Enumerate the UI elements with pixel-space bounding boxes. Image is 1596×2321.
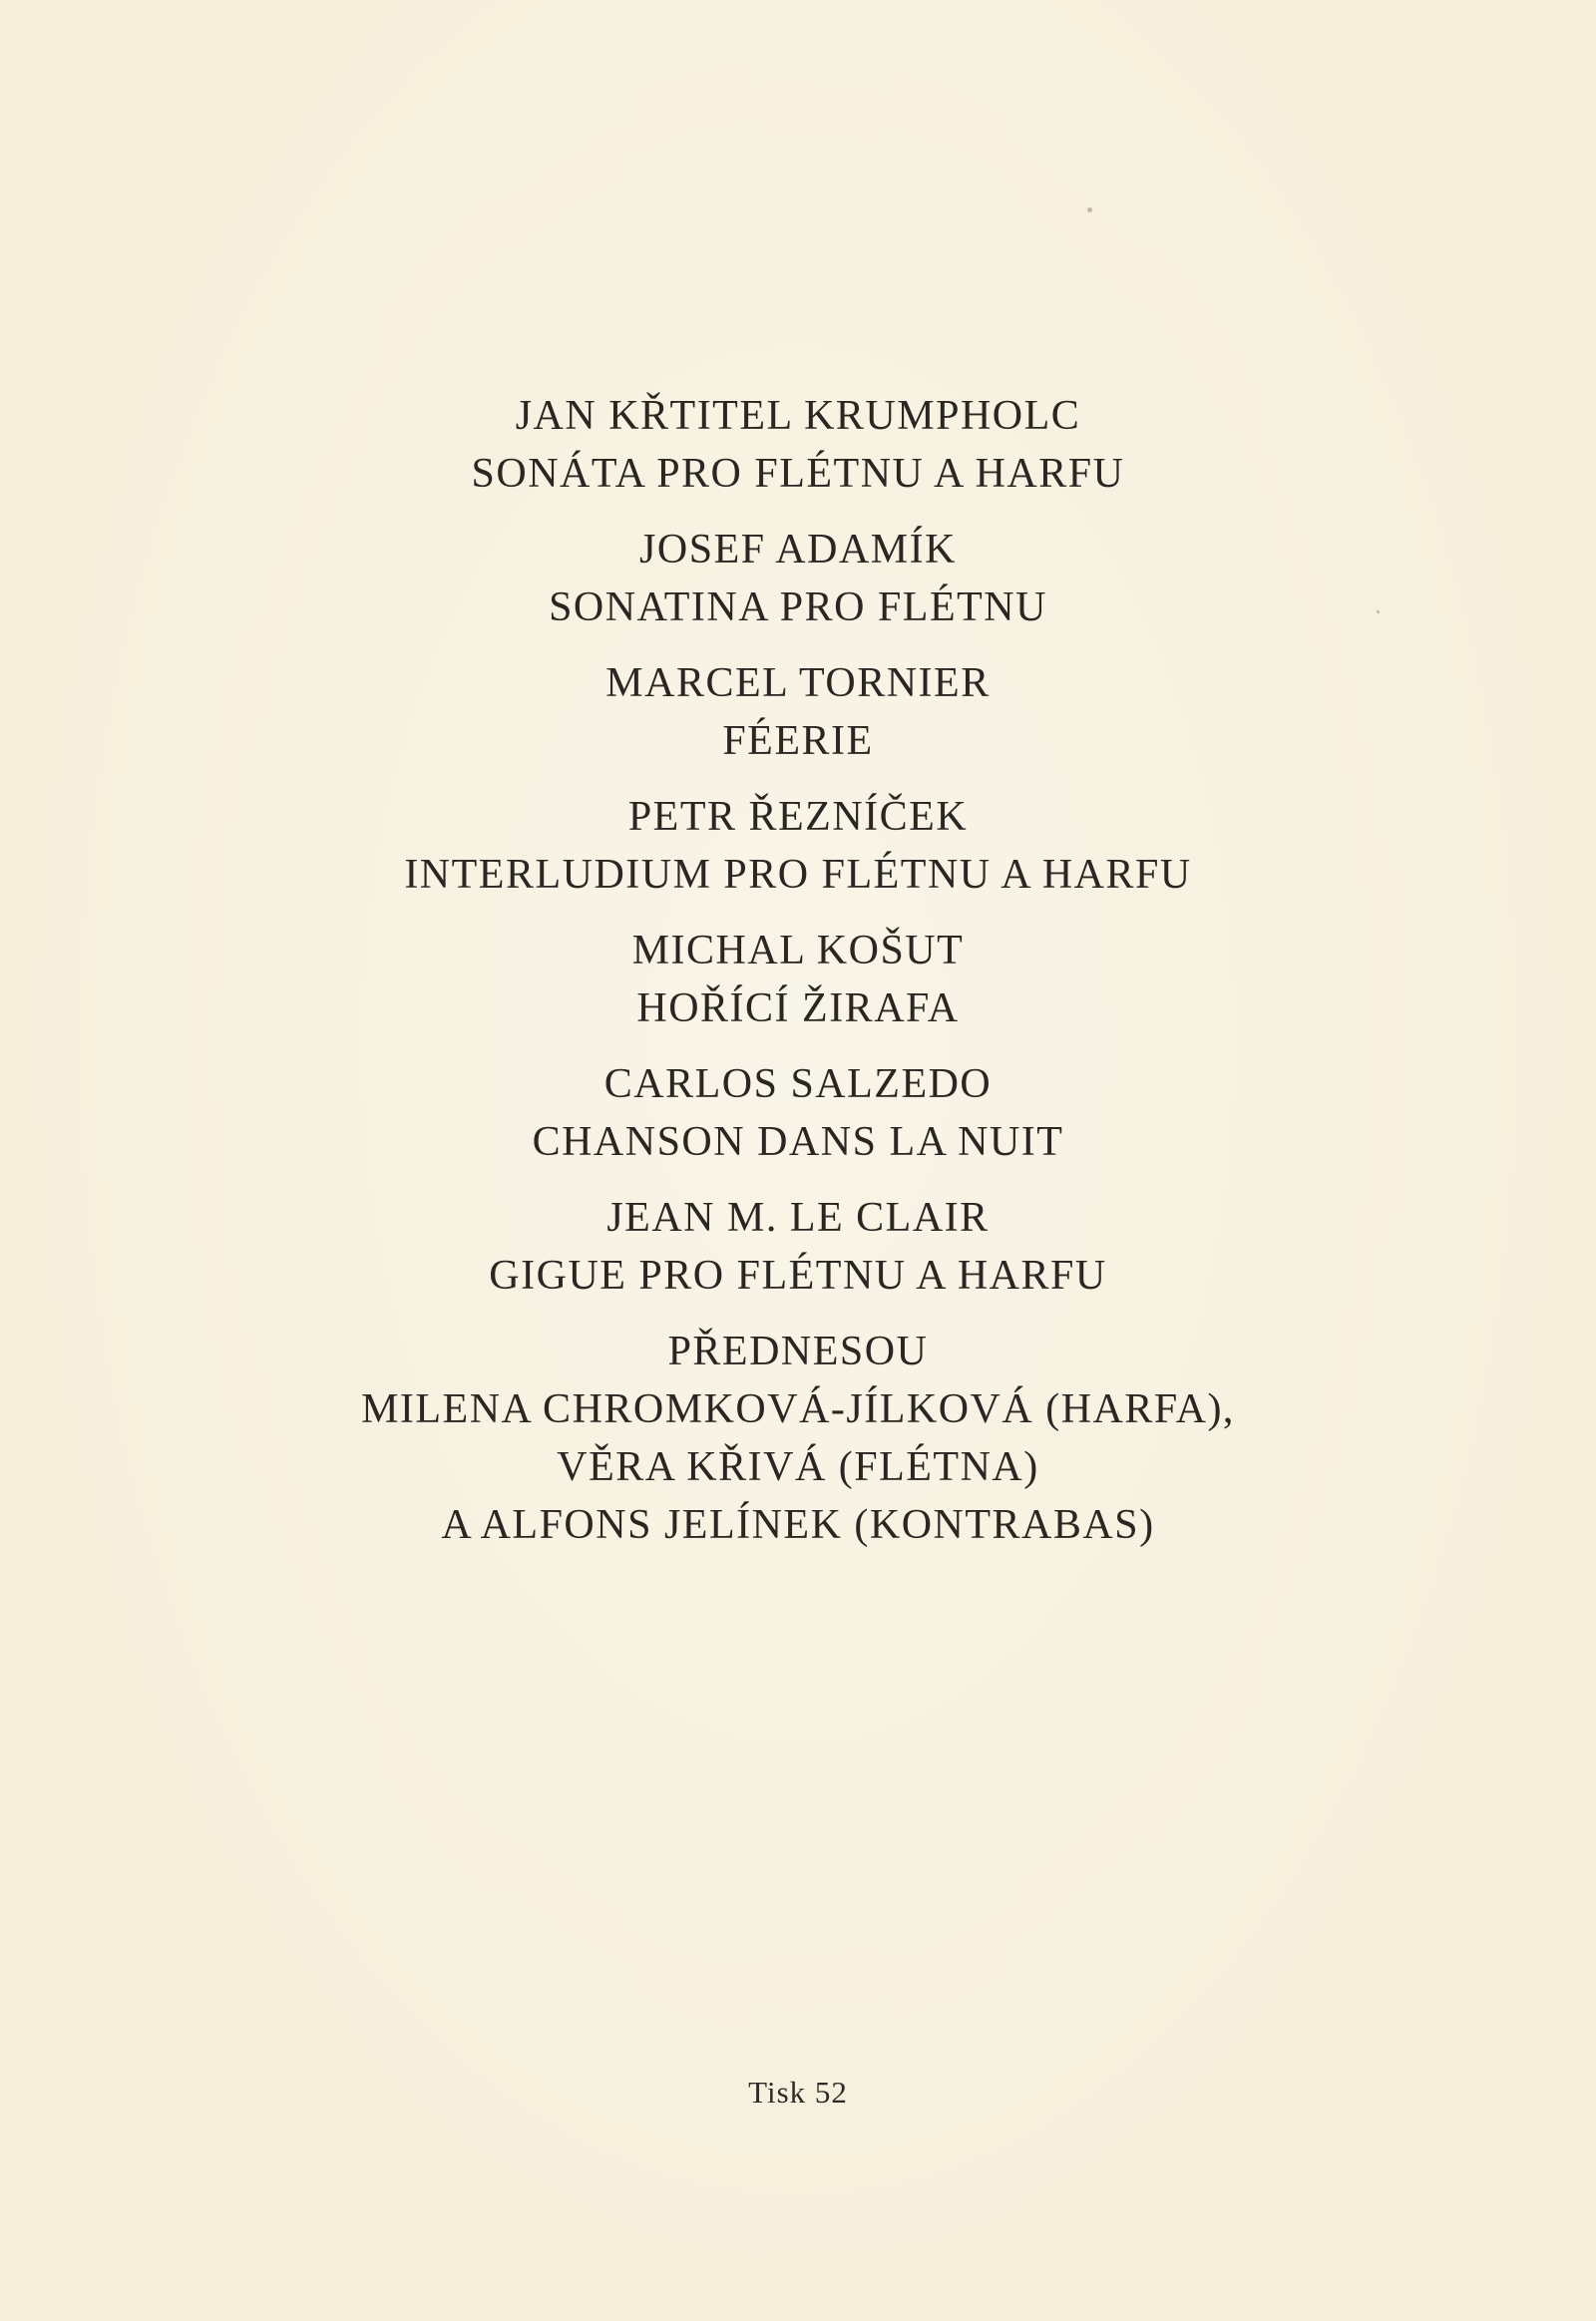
programme-item bbox=[0, 1189, 1596, 1305]
composer-name: JAN KŘTITEL KRUMPHOLC bbox=[515, 393, 1081, 439]
programme-item bbox=[0, 521, 1596, 636]
performer-line: MILENA CHROMKOVÁ-JÍLKOVÁ (HARFA), bbox=[361, 1386, 1235, 1432]
work-title: FÉERIE bbox=[722, 718, 874, 764]
work-title: CHANSON DANS LA NUIT bbox=[532, 1119, 1064, 1165]
performer-line: A ALFONS JELÍNEK (KONTRABAS) bbox=[441, 1502, 1155, 1548]
work-title: INTERLUDIUM PRO FLÉTNU A HARFU bbox=[404, 852, 1192, 898]
paper-speck bbox=[1087, 207, 1092, 212]
performers-heading: PŘEDNESOU bbox=[667, 1329, 929, 1374]
composer-name: JOSEF ADAMÍK bbox=[639, 527, 957, 573]
work-title: HOŘÍCÍ ŽIRAFA bbox=[636, 985, 960, 1031]
programme-item bbox=[0, 654, 1596, 770]
programme-item bbox=[0, 387, 1596, 503]
composer-name: PETR ŘEZNÍČEK bbox=[627, 794, 969, 840]
work-title: GIGUE PRO FLÉTNU A HARFU bbox=[489, 1253, 1107, 1299]
programme-list bbox=[0, 387, 1596, 1572]
composer-name: MARCEL TORNIER bbox=[605, 660, 991, 706]
programme-item bbox=[0, 1055, 1596, 1171]
programme-item bbox=[0, 788, 1596, 904]
composer-name: JEAN M. LE CLAIR bbox=[606, 1195, 990, 1241]
composer-name: MICHAL KOŠUT bbox=[631, 928, 965, 973]
work-title: SONATINA PRO FLÉTNU bbox=[549, 584, 1047, 630]
performers-block bbox=[0, 1323, 1596, 1554]
composer-name: CARLOS SALZEDO bbox=[603, 1061, 993, 1107]
work-title: SONÁTA PRO FLÉTNU A HARFU bbox=[471, 451, 1125, 497]
performer-line: VĚRA KŘIVÁ (FLÉTNA) bbox=[557, 1444, 1039, 1490]
programme-item bbox=[0, 922, 1596, 1037]
print-note: Tisk 52 bbox=[748, 2075, 848, 2110]
